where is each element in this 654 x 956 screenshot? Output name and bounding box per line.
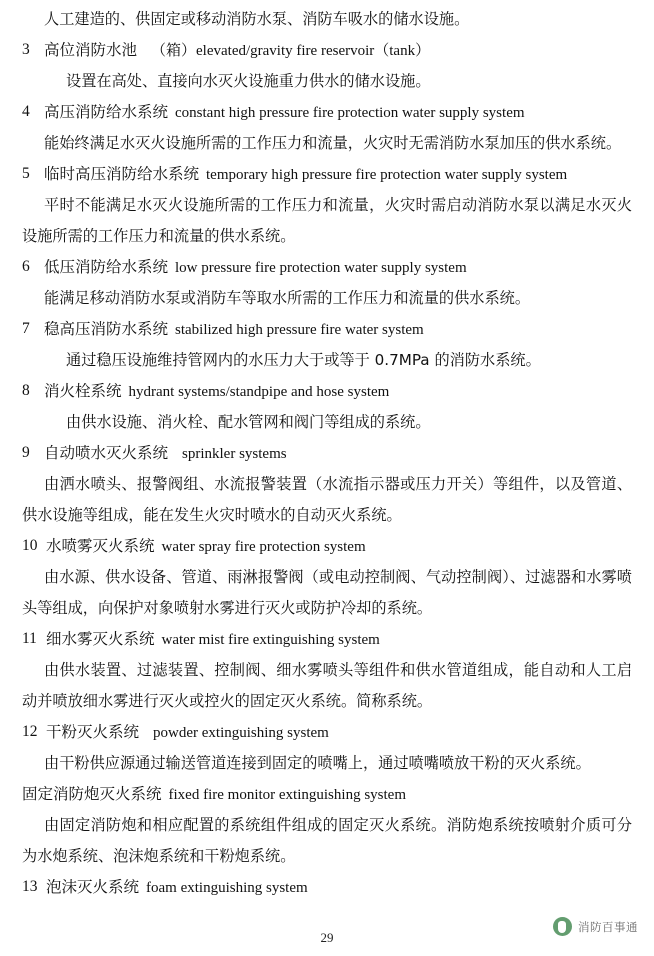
glossary-entry-12 (22, 717, 632, 748)
entry-term (44, 159, 567, 190)
term-english: fixed fire monitor extinguishing system (168, 787, 406, 803)
page-number: 29 (320, 930, 334, 945)
entry-term (44, 314, 424, 345)
entry-number: 12 (22, 723, 38, 740)
glossary-entry-4 (22, 97, 632, 128)
glossary-entry-10 (22, 531, 632, 562)
glossary-entry-3 (22, 35, 632, 66)
term-english: powder extinguishing system (153, 725, 329, 741)
entry-definition: 由供水设施、消火栓、配水管网和阀门等组成的系统。 (66, 413, 431, 431)
flame-badge-icon (553, 917, 572, 936)
entry-term (46, 717, 329, 748)
watermark-label: 消防百事通 (578, 919, 638, 934)
entry-number: 6 (22, 258, 30, 275)
term-chinese: 干粉灭火系统 (46, 723, 140, 741)
term-chinese: 低压消防给水系统 (44, 258, 169, 276)
glossary-entry-11 (22, 624, 632, 655)
term-english: stabilized high pressure fire water system (175, 322, 424, 338)
entry-term (46, 624, 380, 655)
entry-definition: 通过稳压设施维持管网内的水压力大于或等于 0.7MPa 的消防水系统。 (66, 351, 541, 369)
entry-term (44, 35, 430, 66)
entry-term (46, 872, 308, 903)
entry-term (44, 376, 389, 407)
entry-number: 4 (22, 103, 30, 120)
entry-definition: 能满足移动消防水泵或消防车等取水所需的工作压力和流量的供水系统。 (44, 289, 530, 307)
term-english: sprinkler systems (182, 446, 287, 462)
glossary-entry-9 (22, 438, 632, 469)
glossary-entry-7 (22, 314, 632, 345)
entry-number: 5 (22, 165, 30, 182)
watermark-badge (553, 917, 638, 936)
entry-number: 9 (22, 444, 30, 461)
entry-term (44, 97, 525, 128)
term-chinese: 细水雾灭火系统 (46, 630, 155, 648)
term-english: foam extinguishing system (146, 880, 308, 896)
term-english: constant high pressure fire protection water supply system (175, 105, 525, 121)
term-chinese: 临时高压消防给水系统 (44, 165, 200, 183)
term-english: （箱）elevated/gravity fire reservoir（tank） (151, 43, 431, 59)
entry-term (44, 252, 467, 283)
term-chinese: 固定消防炮灭火系统 (22, 785, 162, 803)
entry-number: 13 (22, 878, 38, 895)
entry-number: 10 (22, 537, 38, 554)
term-english: water spray fire protection system (161, 539, 366, 555)
entry-number: 11 (22, 630, 37, 647)
term-english: hydrant systems/standpipe and hose system (128, 384, 390, 400)
term-chinese: 泡沫灭火系统 (46, 878, 140, 896)
glossary-entry-13 (22, 872, 632, 903)
term-chinese: 自动喷水灭火系统 (44, 444, 169, 462)
entry-term (44, 438, 287, 469)
glossary-entry-unnumbered (22, 779, 632, 810)
term-chinese: 水喷雾灭火系统 (46, 537, 155, 555)
entry-number: 8 (22, 382, 30, 399)
entry-definition: 由水源、供水设备、管道、雨淋报警阀（或电动控制阀、气动控制阀）、过滤器和水雾喷头等组成，向保护对象喷射水雾进行灭火或防护冷却的系统。 (22, 568, 632, 617)
entry-definition: 平时不能满足水灭火设施所需的工作压力和流量，火灾时需启动消防水泵以满足水灭火设施所需的工作压力和流量的供水系统。 (22, 196, 632, 245)
glossary-entry-5 (22, 159, 632, 190)
entry-definition: 设置在高处、直接向水灭火设施重力供水的储水设施。 (66, 72, 431, 90)
term-english: low pressure fire protection water supply system (175, 260, 467, 276)
glossary-entry-6 (22, 252, 632, 283)
entry-definition: 能始终满足水灭火设施所需的工作压力和流量，火灾时无需消防水泵加压的供水系统。 (44, 134, 622, 152)
term-english: water mist fire extinguishing system (161, 632, 380, 648)
entry-definition: 由供水装置、过滤装置、控制阀、细水雾喷头等组件和供水管道组成，能自动和人工启动并喷放细水雾进行灭火或控火的固定灭火系统。简称系统。 (22, 661, 632, 710)
term-chinese: 稳高压消防水系统 (44, 320, 169, 338)
entry-number: 7 (22, 320, 30, 337)
entry-definition: 由干粉供应源通过输送管道连接到固定的喷嘴上，通过喷嘴喷放干粉的灭火系统。 (44, 754, 591, 772)
glossary-entry-8 (22, 376, 632, 407)
term-chinese: 高位消防水池 (44, 41, 138, 59)
continued-paragraph: 人工建造的、供固定或移动消防水泵、消防车吸水的储水设施。 (44, 10, 470, 28)
term-chinese: 消火栓系统 (44, 382, 122, 400)
term-english: temporary high pressure fire protection water supply system (206, 167, 568, 183)
entry-term (46, 531, 366, 562)
entry-definition: 由洒水喷头、报警阀组、水流报警装置（水流指示器或压力开关）等组件，以及管道、供水设施等组成，能在发生火灾时喷水的自动灭火系统。 (22, 475, 632, 524)
entry-definition: 由固定消防炮和相应配置的系统组件组成的固定灭火系统。消防炮系统按喷射介质可分为水炮系统、泡沫炮系统和干粉炮系统。 (22, 816, 632, 865)
entry-number: 3 (22, 41, 30, 58)
term-chinese: 高压消防给水系统 (44, 103, 169, 121)
